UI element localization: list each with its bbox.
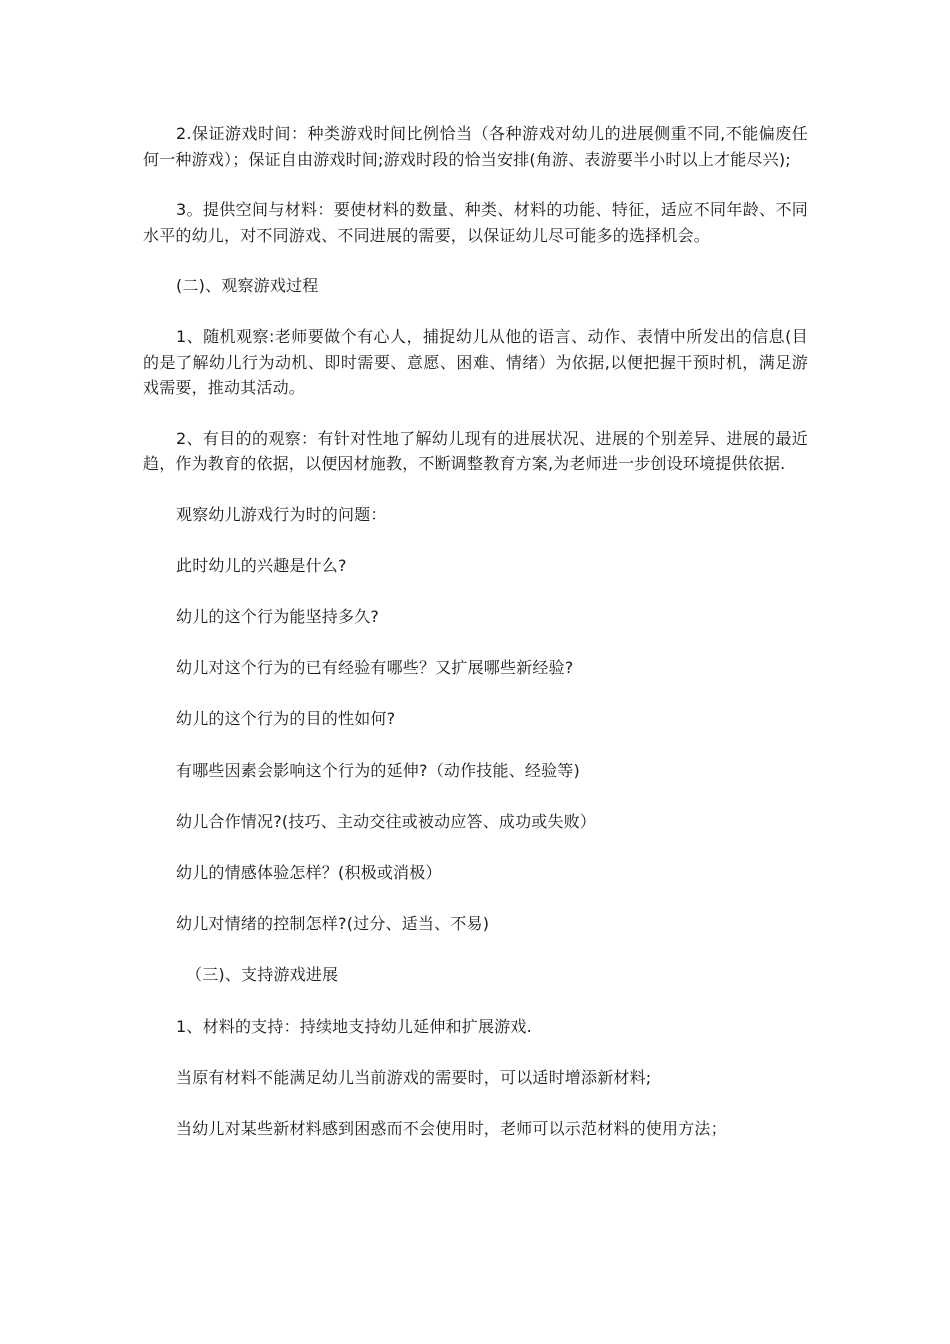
paragraph-demonstrate-materials: 当幼儿对某些新材料感到困惑而不会使用时，老师可以示范材料的使用方法； bbox=[176, 1118, 727, 1138]
question-factors: 有哪些因素会影响这个行为的延伸?（动作技能、经验等) bbox=[176, 760, 580, 780]
paragraph-space-materials: 3。提供空间与材料：要使材料的数量、种类、材料的功能、特征，适应不同年龄、不同水平的幼儿，对不同游戏、不同进展的需要，以保证幼儿尽可能多的选择机会。 bbox=[143, 200, 808, 245]
section-heading-observe: (二)、观察游戏过程 bbox=[176, 276, 319, 295]
paragraph-game-time: 2.保证游戏时间：种类游戏时间比例恰当（各种游戏对幼儿的进展侧重不同,不能偏废任何一种游戏）；保证自由游戏时间;游戏时段的恰当安排(角游、表游要半小时以上才能尽兴); bbox=[143, 124, 808, 169]
paragraph-add-materials: 当原有材料不能满足幼儿当前游戏的需要时，可以适时增添新材料; bbox=[176, 1067, 652, 1087]
question-duration: 幼儿的这个行为能坚持多久? bbox=[176, 607, 380, 627]
question-interest: 此时幼儿的兴趣是什么? bbox=[176, 555, 347, 575]
paragraph-purposeful-observation: 2、有目的的观察：有针对性地了解幼儿现有的进展状况、进展的个别差异、进展的最近趋，作为教育的依据，以便因材施教，不断调整教育方案,为老师进一步创设环境提供依据. bbox=[143, 428, 808, 474]
paragraph-random-observation: 1、随机观察:老师要做个有心人，捕捉幼儿从他的语言、动作、表情中所发出的信息(目的是了解幼儿行为动机、即时需要、意愿、困难、情绪）为依据,以便把握干预时机，满足游戏需要，推动其活动。 bbox=[143, 327, 808, 398]
question-emotion-control: 幼儿对情绪的控制怎样?(过分、适当、不易) bbox=[176, 914, 490, 934]
section-heading-support: （三)、支持游戏进展 bbox=[186, 965, 339, 985]
document-body bbox=[143, 121, 808, 1167]
question-experience: 幼儿对这个行为的已有经验有哪些？又扩展哪些新经验? bbox=[176, 658, 574, 678]
paragraph-material-support: 1、材料的支持：持续地支持幼儿延伸和扩展游戏. bbox=[176, 1016, 532, 1036]
question-cooperation: 幼儿合作情况?(技巧、主动交往或被动应答、成功或失败） bbox=[176, 811, 597, 831]
question-purpose: 幼儿的这个行为的目的性如何? bbox=[176, 709, 396, 729]
question-emotion: 幼儿的情感体验怎样？(积极或消极） bbox=[176, 863, 442, 882]
paragraph-observation-questions-intro: 观察幼儿游戏行为时的问题： bbox=[176, 504, 387, 524]
